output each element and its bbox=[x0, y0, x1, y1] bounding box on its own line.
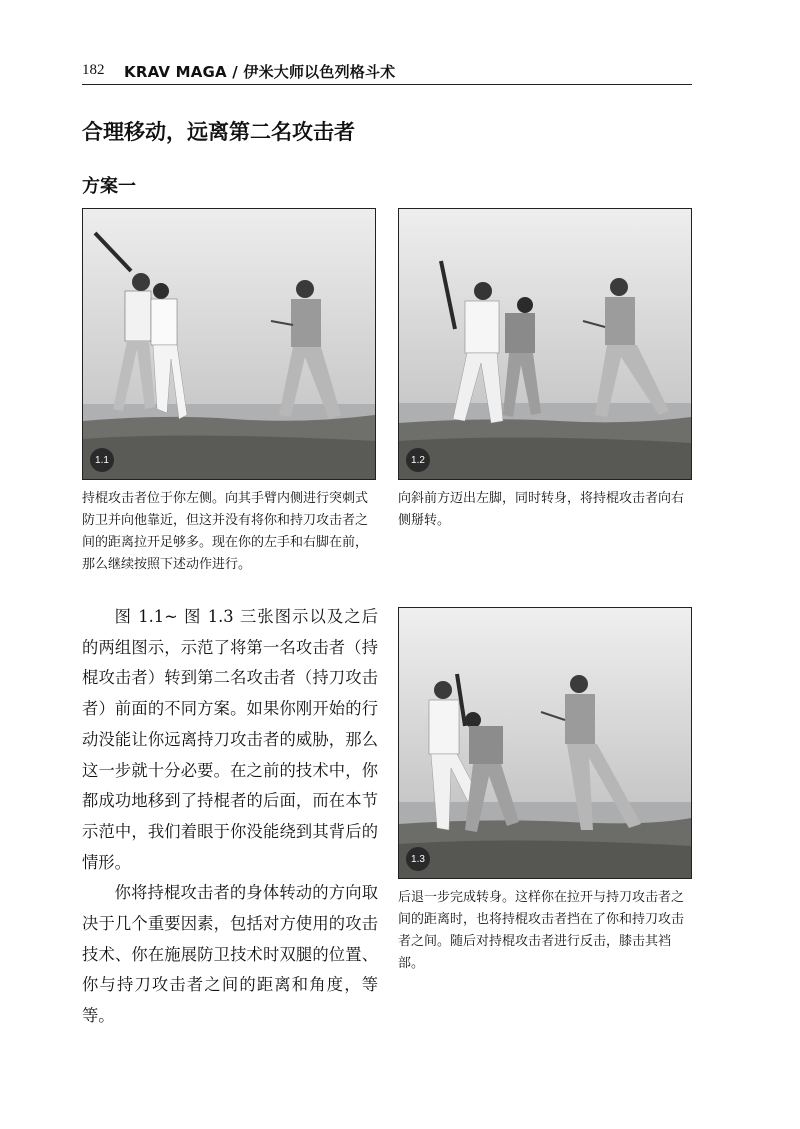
figure-photo-1-2 bbox=[398, 208, 692, 480]
page-number: 182 bbox=[82, 62, 105, 78]
subsection-title: 方案一 bbox=[82, 176, 136, 197]
figure-photo-1-3 bbox=[398, 607, 692, 879]
section-title: 合理移动，远离第二名攻击者 bbox=[82, 120, 355, 144]
figure-label-1-3: 1.3 bbox=[406, 847, 430, 871]
photo-illustration-1-3 bbox=[399, 608, 691, 878]
body-paragraph: 图 1.1~ 图 1.3 三张图示以及之后的两组图示，示范了将第一名攻击者（持棍攻击者）转到第二名攻击者（持刀攻击者）前面的不同方案。如果你刚开始的行动没能让你远离持刀攻击者的威胁，那么这一步就十分必要。在之前的技术中，你都成功地移到了持棍者的后面，而在本节示范中，我们着眼于你没能绕到其背后的情形。 bbox=[82, 607, 378, 872]
photo-illustration-1-1 bbox=[83, 209, 375, 479]
page-header bbox=[82, 58, 692, 85]
running-title: KRAV MAGA / 伊米大师以色列格斗术 bbox=[124, 63, 396, 81]
figure-caption-1-1: 持棍攻击者位于你左侧。向其手臂内侧进行突刺式防卫并向他靠近，但这并没有将你和持刀攻击者之间的距离拉开足够多。现在你的左手和右脚在前，那么继续按照下述动作进行。 bbox=[82, 491, 369, 572]
figure-caption-1-2: 向斜前方迈出左脚，同时转身，将持棍攻击者向右侧掰转。 bbox=[398, 491, 685, 528]
figure-caption-1-3: 后退一步完成转身。这样你在拉开与持刀攻击者之间的距离时，也将持棍攻击者挡在了你和持刀攻击者之间。随后对持棍攻击者进行反击，膝击其裆部。 bbox=[398, 890, 685, 971]
body-paragraph: 你将持棍攻击者的身体转动的方向取决于几个重要因素，包括对方使用的攻击技术、你在施展防卫技术时双腿的位置、你与持刀攻击者之间的距离和角度，等等。 bbox=[82, 883, 378, 1026]
figure-label-1-2: 1.2 bbox=[406, 448, 430, 472]
body-text bbox=[82, 602, 378, 1032]
figure-photo-1-1 bbox=[82, 208, 376, 480]
photo-illustration-1-2 bbox=[399, 209, 691, 479]
figure-label-1-1: 1.1 bbox=[90, 448, 114, 472]
